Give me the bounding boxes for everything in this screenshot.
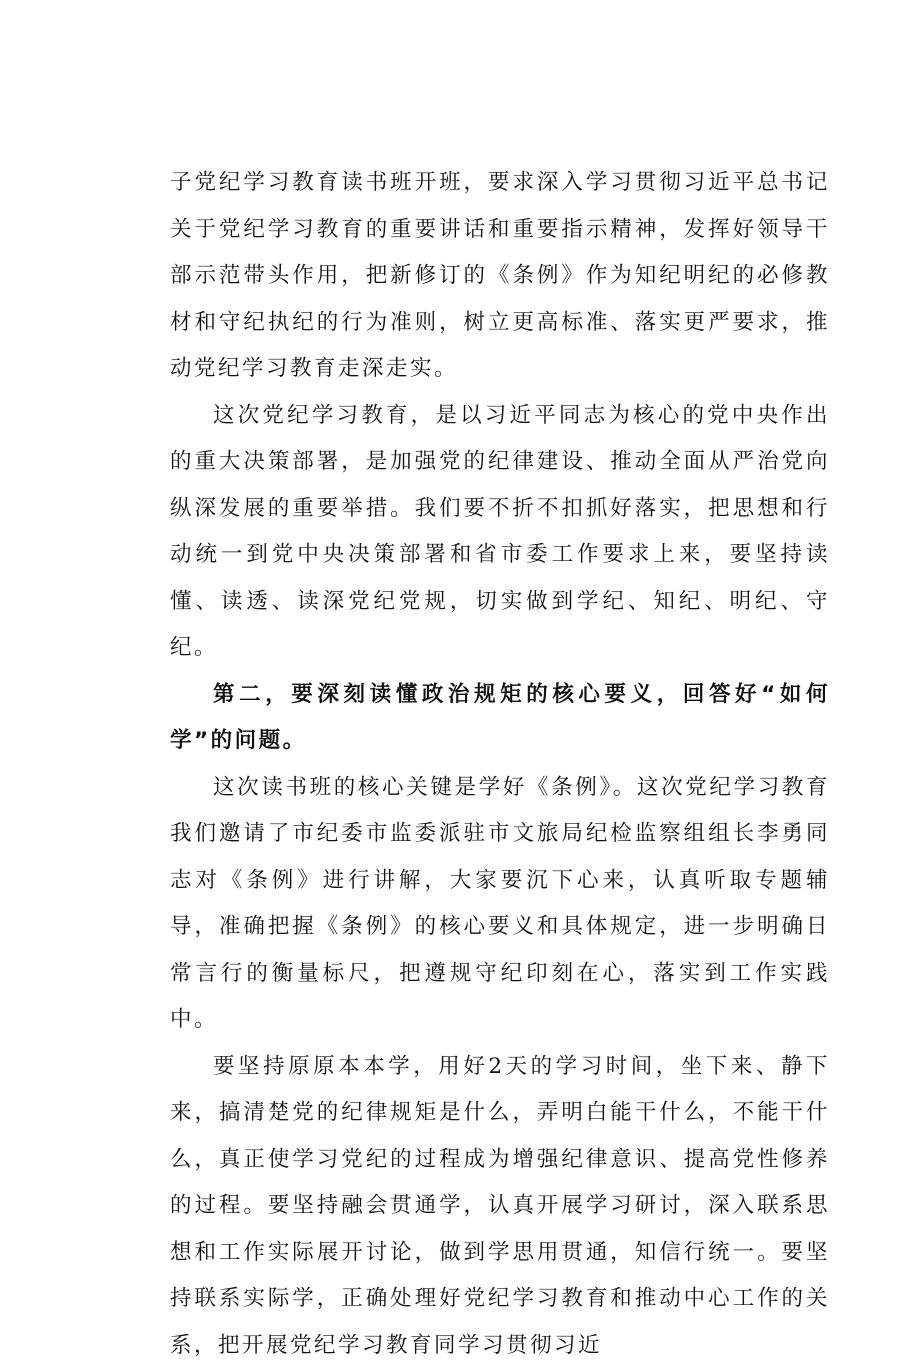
section-heading: 第二，要深刻读懂政治规矩的核心要义，回答好“如何学”的问题。 <box>170 672 830 765</box>
paragraph: 这次读书班的核心关键是学好《条例》。这次党纪学习教育我们邀请了市纪委市监委派驻市文旅局纪检监察组组长李勇同志对《条例》进行讲解，大家要沉下心来，认真听取专题辅导，准确把握《条例》的核心要义和具体规定，进一步明确日常言行的衡量标尺，把遵规守纪印刻在心，落实到工作实践中。 <box>170 765 830 1044</box>
paragraph: 要坚持原原本本学，用好2天的学习时间，坐下来、静下来，搞清楚党的纪律规矩是什么，弄明白能干什么，不能干什么，真正使学习党纪的过程成为增强纪律意识、提高党性修养的过程。要坚持融会贯通学，认真开展学习研讨，深入联系思想和工作实际展开讨论，做到学思用贯通，知信行统一。要坚持联系实际学，正确处理好党纪学习教育和推动中心工作的关系，把开展党纪学习教育同学习贯彻习近 <box>170 1044 830 1369</box>
paragraph-continued: 子党纪学习教育读书班开班，要求深入学习贯彻习近平总书记关于党纪学习教育的重要讲话和重要指示精神，发挥好领导干部示范带头作用，把新修订的《条例》作为知纪明纪的必修教材和守纪执纪的行为准则，树立更高标准、落实更严要求，推动党纪学习教育走深走实。 <box>170 160 830 393</box>
paragraph: 这次党纪学习教育，是以习近平同志为核心的党中央作出的重大决策部署，是加强党的纪律建设、推动全面从严治党向纵深发展的重要举措。我们要不折不扣抓好落实，把思想和行动统一到党中央决策部署和省市委工作要求上来，要坚持读懂、读透、读深党纪党规，切实做到学纪、知纪、明纪、守纪。 <box>170 393 830 672</box>
document-body <box>170 160 830 1369</box>
